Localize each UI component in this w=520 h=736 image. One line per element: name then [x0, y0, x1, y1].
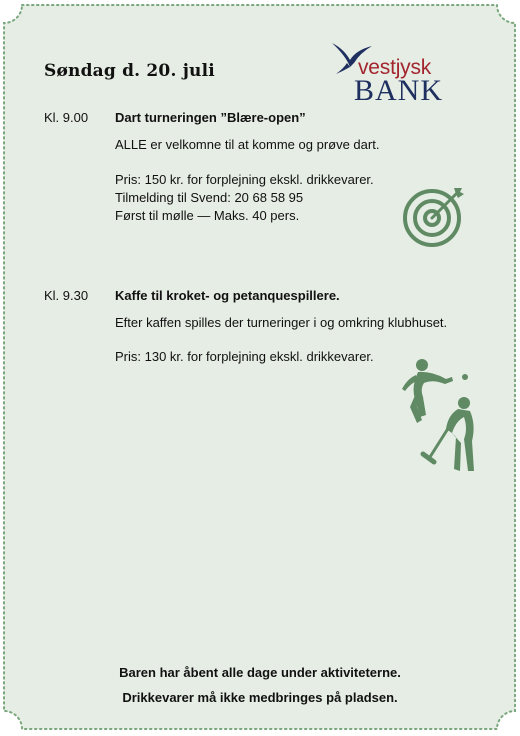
- logo-text-vestjysk: vestjysk: [358, 56, 432, 79]
- footer-note: Drikkevarer må ikke medbringes på pladsen.: [122, 690, 398, 705]
- footer-note: Baren har åbent alle dage under aktiviteterne.: [119, 665, 401, 680]
- event-line: ALLE er velkomne til at komme og prøve dart.: [115, 137, 380, 152]
- event-line: Pris: 150 kr. for forplejning ekskl. drikkevarer.: [115, 172, 374, 187]
- event-line: Tilmelding til Svend: 20 68 58 95: [115, 190, 304, 205]
- event-line: Efter kaffen spilles der turneringer i og omkring klubhuset.: [115, 315, 448, 330]
- event-title: Dart turneringen ”Blære-open”: [115, 110, 306, 125]
- dartboard-icon: [402, 186, 468, 248]
- event-time: Kl. 9.30: [44, 288, 89, 303]
- event-title: Kaffe til kroket- og petanquespillere.: [115, 288, 340, 303]
- event-line: Først til mølle — Maks. 40 pers.: [115, 208, 300, 223]
- petanque-croquet-players-icon: [398, 357, 480, 477]
- vestjysk-bank-logo: [328, 40, 448, 108]
- page-title: Søndag d. 20. juli: [44, 61, 215, 81]
- logo-text-bank: BANK: [354, 74, 444, 107]
- event-line: Pris: 130 kr. for forplejning ekskl. drikkevarer.: [115, 349, 374, 364]
- event-time: Kl. 9.00: [44, 110, 89, 125]
